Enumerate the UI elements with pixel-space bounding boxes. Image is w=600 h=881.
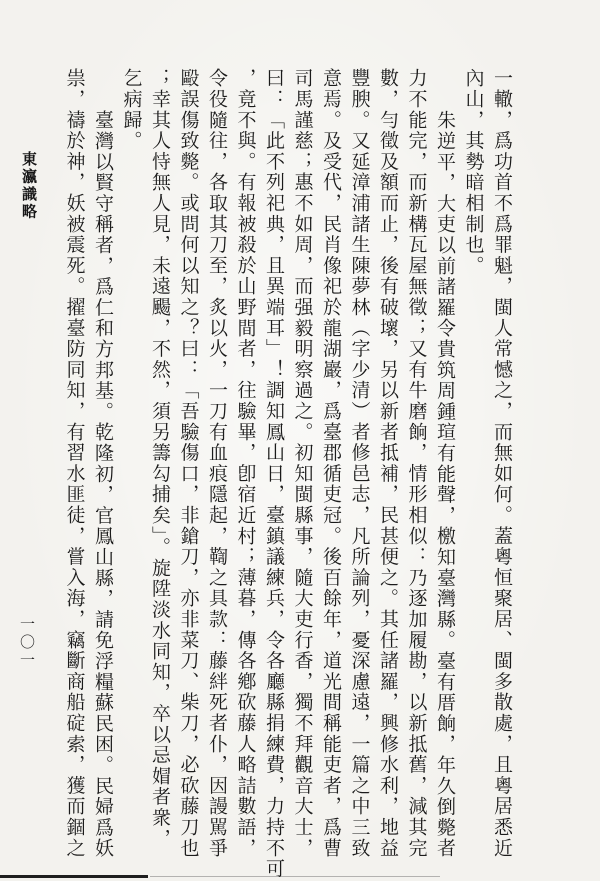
- text-column-3: 朱逆平，大吏以前諸羅令貴筑周鍾瑄有能聲，檄知臺灣縣。臺有厝餉，年久倒斃者: [434, 110, 456, 859]
- text-column-13: ；幸其人恃無人見，未遠颺，不然，須另籌勾捕矣」。旋陞淡水同知，卒以忌媢者衆，: [149, 68, 171, 849]
- text-column-4: 力不能完，而新構瓦屋無徵；又有牛磨餉，情形相似：乃逐加履勘，以新抵舊，減其完: [405, 68, 428, 859]
- text-column-8: 司馬謹慈；惠不如周，而强毅明察過之。初知閩縣事，隨大吏行香，獨不拜觀音大士，: [291, 68, 314, 859]
- text-column-16: 祟，禱於神，妖被震死。擢臺防同知，有習水匪徒，嘗入海，竊斷商船碇索，獲而錮之: [63, 68, 86, 859]
- text-column-10: ，竟不與。有報被殺於山野間者，往驗畢，卽宿近村；薄暮，傳各鄕砍藤人略詰數語，: [234, 68, 257, 859]
- text-column-7: 意焉。及受代，民肖像祀於龍湖巖，爲臺郡循吏冠。後百餘年，道光間稱能吏者，爲曹: [320, 68, 342, 859]
- text-column-2: 內山，其勢暗相制也。: [462, 68, 485, 276]
- text-column-12: 毆誤傷致斃。或問何以知之？曰：「吾驗傷口，非鎗刀，亦非菜刀、柴刀，必砍藤刀也: [177, 68, 200, 859]
- text-column-9: 曰：「此不列祀典，且異端耳」！調知鳳山日，臺鎮議練兵，令各廳縣捐練費，力持不可: [263, 68, 285, 880]
- text-column-11: 令役隨往，各取其刀至，炙以火，一刀有血痕隱起，鞫之具款：藤絆死者仆，因謾駡爭: [206, 68, 228, 859]
- spine-book-title: 東瀛識略: [20, 151, 38, 221]
- text-column-5: 數，勻徵及額而止，後有破壞，另以新者抵補，民甚便之。其任諸羅，興修水利，地益: [377, 68, 399, 859]
- scan-edge-artifact-dark: [0, 875, 148, 878]
- page-number: 一〇一: [18, 616, 36, 670]
- main-text-block: [60, 68, 516, 880]
- scan-edge-artifact-faint: [150, 876, 440, 877]
- text-column-6: 豐腴。又延漳浦諸生陳夢林（字少清）者修邑志，凡所論列，憂深慮遠，一篇之中三致: [348, 68, 371, 859]
- text-column-1: 一轍，爲功首不爲罪魁，閩人常憾之，而無如何。蓋粵恒聚居、閩多散處，且粵居悉近: [491, 68, 513, 859]
- text-column-15: 臺灣以賢守稱者，爲仁和方邦基。乾隆初，官鳳山縣，請免浮糧蘇民困。民婦爲妖: [92, 110, 114, 859]
- text-column-14: 乞病歸。: [120, 68, 143, 152]
